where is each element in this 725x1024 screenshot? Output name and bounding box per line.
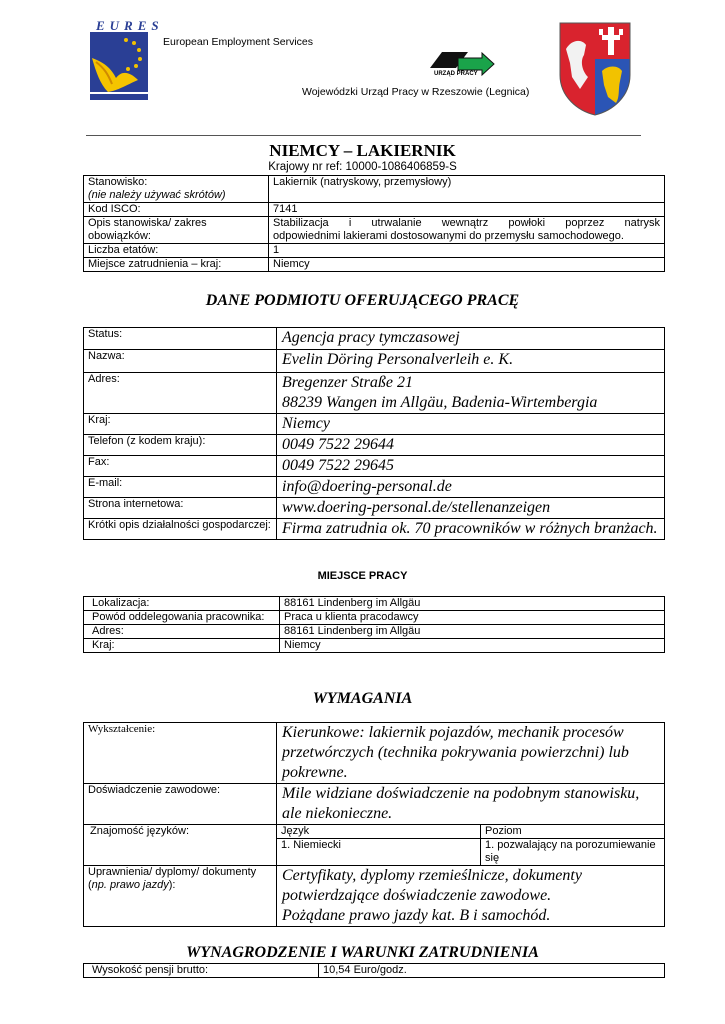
table-row [84, 435, 665, 456]
poziom-value: 1. pozwalający na porozumiewanie się [481, 839, 665, 866]
urzad-pracy-logo [428, 50, 498, 86]
kraj-value: Niemcy [277, 414, 665, 435]
opis-value-line-1: Stabilizacja i utrwalanie wewnątrz powłoki poprzez natrysk [273, 217, 660, 229]
table-row [84, 964, 665, 978]
table-row [84, 456, 665, 477]
uprawnienia-value-2: Pożądane prawo jazdy kat. B i samochód. [282, 907, 551, 924]
jezyki-label: Znajomość języków: [84, 825, 277, 866]
workplace-adres-label: Adres: [84, 625, 280, 639]
workplace-adres-value: 88161 Lindenberg im Allgäu [280, 625, 665, 639]
email-value: info@doering-personal.de [277, 477, 665, 498]
uprawnienia-label-note [88, 879, 272, 892]
workplace-kraj-value: Niemcy [280, 639, 665, 653]
table-row [84, 217, 665, 244]
adres-label: Adres: [84, 373, 277, 414]
up-logo-text: URZĄD PRACY [434, 71, 478, 77]
etaty-label: Liczba etatów: [84, 244, 269, 258]
kraj-label: Kraj: [84, 414, 277, 435]
table-row [84, 639, 665, 653]
lokalizacja-value: 88161 Lindenberg im Allgäu [280, 597, 665, 611]
www-value: www.doering-personal.de/stellenanzeigen [277, 498, 665, 519]
table-row [84, 784, 665, 825]
jezyk-column-header: Język [277, 825, 481, 839]
fax-value: 0049 7522 29645 [277, 456, 665, 477]
table-row [84, 519, 665, 540]
www-label: Strona internetowa: [84, 498, 277, 519]
stanowisko-label-cell [84, 176, 269, 203]
stanowisko-label: Stanowisko: [88, 176, 148, 188]
table-row [84, 203, 665, 217]
table-row [84, 597, 665, 611]
email-label: E-mail: [84, 477, 277, 498]
table-row [84, 477, 665, 498]
miejsce-label: Miejsce zatrudnienia – kraj: [84, 258, 269, 272]
table-row [84, 414, 665, 435]
isco-value: 7141 [269, 203, 665, 217]
status-value: Agencja pracy tymczasowej [277, 328, 665, 350]
coat-of-arms-icon [550, 15, 640, 117]
requirements-table [83, 722, 665, 927]
nazwa-label: Nazwa: [84, 350, 277, 373]
uprawnienia-value-1: Certyfikaty, dyplomy rzemieślnicze, dokumenty potwierdzające doświadczenie zawodowe. [282, 867, 582, 904]
table-row [84, 498, 665, 519]
eures-caption: European Employment Services [163, 36, 313, 48]
telefon-value: 0049 7522 29644 [277, 435, 665, 456]
status-label: Status: [84, 328, 277, 350]
workplace-table [83, 596, 665, 653]
wyksztalcenie-label: Wykształcenie: [84, 723, 277, 784]
adres-line-2: 88239 Wangen im Allgäu, Badenia-Wirtembergia [282, 394, 598, 411]
employer-heading: DANE PODMIOTU OFERUJĄCEGO PRACĘ [205, 292, 520, 309]
stanowisko-note: (nie należy używać skrótów) [88, 189, 226, 201]
table-row [84, 258, 665, 272]
powod-label: Powód oddelegowania pracownika: [84, 611, 280, 625]
table-row [84, 328, 665, 350]
employer-table [83, 327, 665, 540]
table-row [84, 244, 665, 258]
powod-value: Praca u klienta pracodawcy [280, 611, 665, 625]
wyksztalcenie-value: Kierunkowe: lakiernik pojazdów, mechanik procesów przetwórczych (technika pokrywania powierzchni) lub pokrewne. [277, 723, 665, 784]
business-description-value: Firma zatrudnia ok. 70 pracowników w różnych branżach. [277, 519, 665, 540]
table-row [84, 611, 665, 625]
eures-logo [86, 18, 164, 104]
doswiadczenie-label: Doświadczenie zawodowe: [84, 784, 277, 825]
uprawnienia-note-open: ( [88, 879, 92, 891]
uprawnienia-note-close: ): [168, 879, 176, 891]
uprawnienia-value-cell [277, 866, 665, 927]
table-row [84, 373, 665, 414]
fax-label: Fax: [84, 456, 277, 477]
table-row [84, 866, 665, 927]
opis-value-line-2: odpowiednimi lakierami dostosowanymi do przemysłu samochodowego. [273, 230, 624, 242]
uprawnienia-label: Uprawnienia/ dyplomy/ dokumenty [88, 866, 257, 878]
position-table [83, 175, 665, 272]
adres-line-1: Bregenzer Straße 21 [282, 374, 413, 391]
doswiadczenie-value: Mile widziane doświadczenie na podobnym stanowisku, ale niekonieczne. [277, 784, 665, 825]
salary-label: Wysokość pensji brutto: [84, 964, 319, 978]
uprawnienia-note-italic: np. prawo jazdy [91, 879, 169, 891]
salary-value: 10,54 Euro/godz. [319, 964, 665, 978]
offer-ref-number: Krajowy nr ref: 10000-1086406859-S [268, 161, 457, 173]
table-row [84, 723, 665, 784]
uprawnienia-label-cell [84, 866, 277, 927]
table-row [84, 825, 665, 839]
nazwa-value: Evelin Döring Personalverleih e. K. [277, 350, 665, 373]
salary-heading: WYNAGRODZENIE I WARUNKI ZATRUDNIENIA [186, 944, 539, 961]
requirements-heading: WYMAGANIA [312, 690, 413, 707]
table-row [84, 625, 665, 639]
lokalizacja-label: Lokalizacja: [84, 597, 280, 611]
stanowisko-value: Lakiernik (natryskowy, przemysłowy) [269, 176, 665, 203]
salary-table [83, 963, 665, 978]
table-row [84, 350, 665, 373]
business-description-label: Krótki opis działalności gospodarczej: [84, 519, 277, 540]
header-divider [86, 135, 641, 136]
isco-label: Kod ISCO: [84, 203, 269, 217]
telefon-label: Telefon (z kodem kraju): [84, 435, 277, 456]
adres-value-cell [277, 373, 665, 414]
table-row [84, 176, 665, 203]
opis-value-cell [269, 217, 665, 244]
opis-label: Opis stanowiska/ zakres obowiązków: [84, 217, 269, 244]
offer-title: NIEMCY – LAKIERNIK [269, 141, 456, 160]
poziom-column-header: Poziom [481, 825, 665, 839]
workplace-heading: MIEJSCE PRACY [317, 570, 408, 582]
jezyk-value: 1. Niemiecki [277, 839, 481, 866]
miejsce-value: Niemcy [269, 258, 665, 272]
workplace-kraj-label: Kraj: [84, 639, 280, 653]
eures-logo-text: EURES [96, 18, 164, 33]
etaty-value: 1 [269, 244, 665, 258]
up-caption: Wojewódzki Urząd Pracy w Rzeszowie (Legnica) [302, 86, 530, 98]
